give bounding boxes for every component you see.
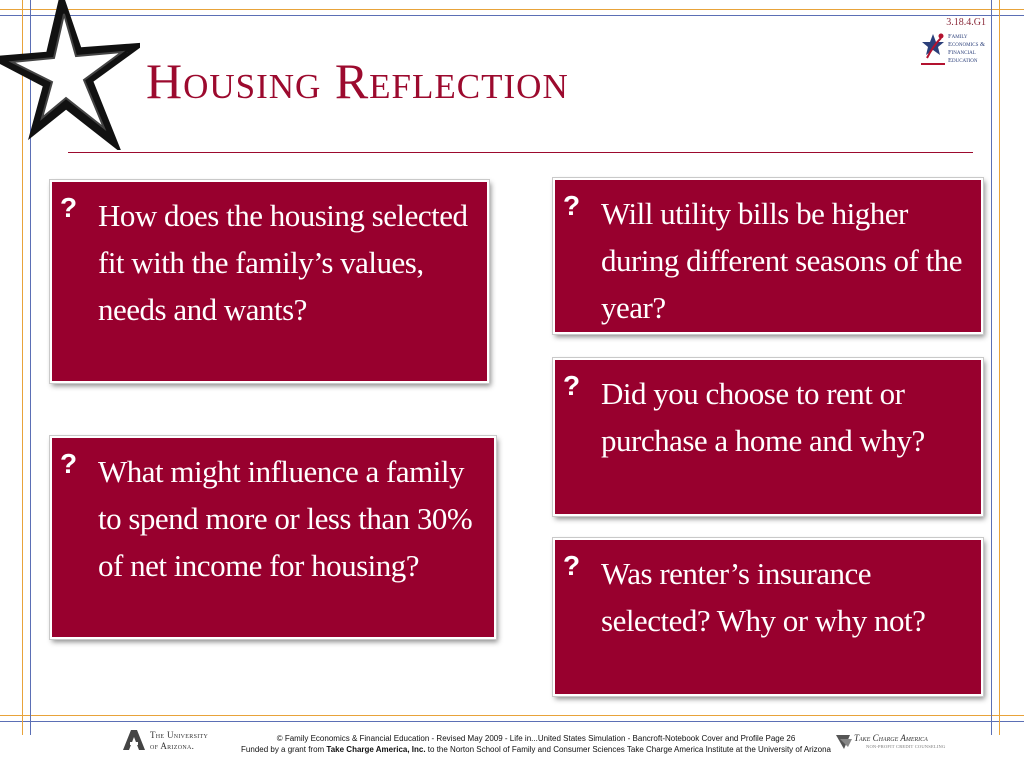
question-text: Will utility bills be higher during different seasons of the year? <box>601 196 962 325</box>
footer-line-1: © Family Economics & Financial Education - Revised May 2009 - Life in...United States Simulation - Bancroft-Notebook Cover and Profile Page 26 <box>276 734 796 743</box>
question-box-spending <box>50 436 496 639</box>
frame-right-blue <box>991 0 992 735</box>
frame-top-blue <box>0 15 1024 16</box>
question-text: What might influence a family to spend more or less than 30% of net income for housing? <box>98 454 473 583</box>
take-charge-america-tagline: NON-PROFIT CREDIT COUNSELING <box>866 744 946 749</box>
question-marker: ? <box>563 190 581 221</box>
question-text: How does the housing selected fit with the family’s values, needs and wants? <box>98 198 468 327</box>
ua-line-1: The University <box>150 730 209 740</box>
fefe-line-1: Family <box>948 33 968 40</box>
footer-line-2-suffix: to the Norton School of Family and Consumer Sciences Take Charge America Institute at the University of Arizona <box>425 745 831 754</box>
footer-credits <box>236 733 836 755</box>
frame-bottom-blue <box>0 721 1024 722</box>
question-box-utilities <box>553 178 983 334</box>
question-marker: ? <box>60 448 78 479</box>
question-text: Did you choose to rent or purchase a home and why? <box>601 376 925 458</box>
question-box-rent-purchase <box>553 358 983 516</box>
footer-line-2-bold: Take Charge America, Inc. <box>326 745 426 754</box>
frame-right-orange <box>999 0 1000 735</box>
take-charge-america-logo-text: Take Charge America <box>854 733 928 743</box>
question-marker: ? <box>563 370 581 401</box>
star-icon <box>0 0 140 150</box>
fefe-line-2: Economics & <box>948 41 986 48</box>
slide-id: 3.18.4.G1 <box>946 17 986 28</box>
fefe-line-4: Education <box>948 57 978 64</box>
university-of-arizona-logo-text <box>150 730 208 752</box>
footer-line-2 <box>236 744 836 755</box>
frame-top-orange <box>0 9 1024 10</box>
question-marker: ? <box>563 550 581 581</box>
question-marker: ? <box>60 192 78 223</box>
ua-line-2: of Arizona. <box>150 741 195 751</box>
footer-line-2-prefix: Funded by a grant from <box>241 745 327 754</box>
question-text: Was renter’s insurance selected? Why or why not? <box>601 556 926 638</box>
page-title: Housing Reflection <box>146 53 569 109</box>
university-of-arizona-logo-icon <box>122 729 146 751</box>
frame-bottom-orange <box>0 715 1024 716</box>
title-divider <box>68 152 973 153</box>
question-box-insurance <box>553 538 983 696</box>
fefe-logo-text <box>948 33 985 65</box>
question-box-values <box>50 180 489 383</box>
fefe-line-3: Financial <box>948 49 976 56</box>
